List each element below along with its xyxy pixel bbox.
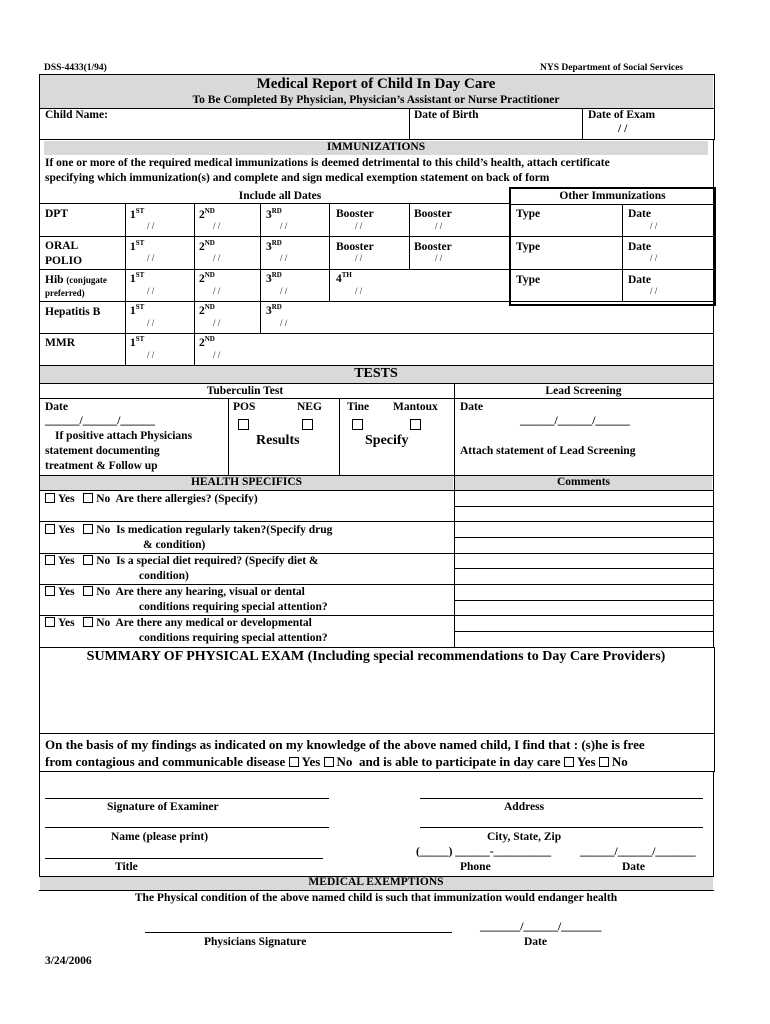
hearing-question-cont: conditions requiring special attention? bbox=[139, 601, 328, 613]
dpt-dose-1[interactable]: 1ST bbox=[130, 207, 145, 221]
imm-instructions-1: If one or more of the required medical immunizations is deemed detrimental to this child’s health, attach certificate bbox=[45, 157, 610, 169]
date-slashes: / / bbox=[147, 350, 155, 360]
agency-name: NYS Department of Social Services bbox=[540, 63, 684, 73]
date-slashes: / / bbox=[147, 286, 155, 296]
lead-date-field[interactable]: ______/______/______ bbox=[520, 415, 630, 427]
hib-other-date[interactable]: Date bbox=[628, 274, 651, 286]
dob-field[interactable]: Date of Birth bbox=[414, 109, 479, 121]
date-slashes: / / bbox=[650, 253, 658, 263]
date-slashes: / / bbox=[355, 221, 363, 231]
date-slashes: / / bbox=[280, 253, 288, 263]
date-slashes: / / bbox=[213, 318, 221, 328]
date-slashes: / / bbox=[280, 286, 288, 296]
polio-dose-3[interactable]: 3RD bbox=[266, 239, 282, 253]
oral-label: ORAL bbox=[45, 240, 79, 252]
date-slashes: / / bbox=[213, 221, 221, 231]
date-slashes: / / bbox=[147, 318, 155, 328]
hib-dose-4[interactable]: 4TH bbox=[336, 271, 352, 285]
dpt-booster-2[interactable]: Booster bbox=[414, 208, 452, 220]
specify-label: Specify bbox=[365, 433, 409, 448]
comments-heading: Comments bbox=[556, 476, 611, 488]
allergies-yes-checkbox[interactable] bbox=[45, 493, 55, 503]
date-of-exam-value: / / bbox=[618, 123, 628, 135]
form-code: DSS-4433(1/94) bbox=[44, 63, 107, 73]
lead-date-label: Date bbox=[460, 401, 483, 413]
title-label: Title bbox=[115, 861, 138, 873]
hepb-dose-1[interactable]: 1ST bbox=[130, 303, 145, 317]
exam-date-field[interactable]: ______/______/_______ bbox=[580, 846, 696, 858]
participate-no-checkbox[interactable] bbox=[599, 757, 609, 767]
results-label: Results bbox=[256, 433, 300, 448]
health-specifics-heading: HEALTH SPECIFICS bbox=[190, 476, 303, 488]
diet-yes-checkbox[interactable] bbox=[45, 555, 55, 565]
hepatitis-b-label: Hepatitis B bbox=[45, 306, 101, 318]
lead-screening-heading: Lead Screening bbox=[545, 385, 622, 397]
tuberculin-test-heading: Tuberculin Test bbox=[206, 385, 284, 397]
dpt-other-date[interactable]: Date bbox=[628, 208, 651, 220]
child-name-field[interactable]: Child Name: bbox=[45, 109, 108, 121]
mmr-dose-1[interactable]: 1ST bbox=[130, 335, 145, 349]
exemption-date-label: Date bbox=[524, 936, 547, 948]
developmental-no-checkbox[interactable] bbox=[83, 617, 93, 627]
date-slashes: / / bbox=[650, 286, 658, 296]
phone-label: Phone bbox=[460, 861, 491, 873]
hib-label: Hib (conjugate bbox=[45, 274, 107, 286]
hearing-no-checkbox[interactable] bbox=[83, 586, 93, 596]
developmental-question[interactable]: Yes No Are there any medical or developmental bbox=[45, 617, 312, 629]
if-positive-note-2: statement documenting bbox=[45, 445, 160, 457]
participate-yes-checkbox[interactable] bbox=[564, 757, 574, 767]
include-all-dates: Include all Dates bbox=[238, 190, 322, 202]
neg-label: NEG bbox=[297, 401, 322, 413]
exemption-statement: The Physical condition of the above named child is such that immunization would endanger health bbox=[134, 892, 618, 904]
hib-dose-3[interactable]: 3RD bbox=[266, 271, 282, 285]
developmental-question-cont: conditions requiring special attention? bbox=[139, 632, 328, 644]
tine-label: Tine bbox=[347, 401, 370, 413]
polio-other-date[interactable]: Date bbox=[628, 241, 651, 253]
date-slashes: / / bbox=[213, 253, 221, 263]
date-slashes: / / bbox=[147, 221, 155, 231]
immunizations-heading: IMMUNIZATIONS bbox=[326, 141, 426, 153]
address-line[interactable] bbox=[420, 798, 703, 799]
diet-question-cont: condition) bbox=[139, 570, 189, 582]
diet-no-checkbox[interactable] bbox=[83, 555, 93, 565]
date-label: Date bbox=[622, 861, 645, 873]
physician-signature-line[interactable] bbox=[145, 932, 452, 933]
summary-heading: SUMMARY OF PHYSICAL EXAM (Including special recommendations to Day Care Providers) bbox=[86, 649, 666, 664]
findings-statement-2: from contagious and communicable disease Yes No and is able to participate in day care Yes No bbox=[45, 754, 628, 769]
date-slashes: / / bbox=[355, 286, 363, 296]
date-slashes: / / bbox=[213, 286, 221, 296]
attach-lead-statement: Attach statement of Lead Screening bbox=[460, 445, 636, 457]
date-slashes: / / bbox=[147, 253, 155, 263]
hib-note: preferred) bbox=[45, 288, 85, 298]
address-label: Address bbox=[504, 801, 545, 813]
date-slashes: / / bbox=[280, 318, 288, 328]
pos-label: POS bbox=[233, 401, 256, 413]
polio-label: POLIO bbox=[45, 255, 83, 267]
developmental-yes-checkbox[interactable] bbox=[45, 617, 55, 627]
medical-exemptions-heading: MEDICAL EXEMPTIONS bbox=[308, 876, 444, 888]
date-of-exam-field[interactable]: Date of Exam bbox=[588, 109, 656, 121]
hepb-dose-2[interactable]: 2ND bbox=[199, 303, 215, 317]
revision-date: 3/24/2006 bbox=[45, 955, 92, 967]
polio-booster-2[interactable]: Booster bbox=[414, 241, 452, 253]
date-slashes: / / bbox=[650, 221, 658, 231]
medication-no-checkbox[interactable] bbox=[83, 524, 93, 534]
physicians-signature-label: Physicians Signature bbox=[204, 936, 307, 948]
polio-dose-2[interactable]: 2ND bbox=[199, 239, 215, 253]
tb-date-field[interactable]: ______/______/______ bbox=[45, 415, 155, 427]
tests-heading: TESTS bbox=[354, 366, 398, 381]
mantoux-label: Mantoux bbox=[393, 401, 438, 413]
form-subtitle: To Be Completed By Physician, Physician’s Assistant or Nurse Practitioner bbox=[192, 94, 560, 106]
hearing-question[interactable]: Yes No Are there any hearing, visual or dental bbox=[45, 586, 305, 598]
date-slashes: / / bbox=[435, 221, 443, 231]
dpt-dose-3[interactable]: 3RD bbox=[266, 207, 282, 221]
date-slashes: / / bbox=[280, 221, 288, 231]
date-slashes: / / bbox=[435, 253, 443, 263]
form-title: Medical Report of Child In Day Care bbox=[256, 76, 496, 92]
tb-date-label: Date bbox=[45, 401, 68, 413]
signature-of-examiner-label: Signature of Examiner bbox=[107, 801, 219, 813]
allergies-question[interactable]: Yes No Are there allergies? (Specify) bbox=[45, 493, 258, 505]
allergies-no-checkbox[interactable] bbox=[83, 493, 93, 503]
signature-line[interactable] bbox=[45, 798, 329, 799]
medication-yes-checkbox[interactable] bbox=[45, 524, 55, 534]
polio-dose-1[interactable]: 1ST bbox=[130, 239, 145, 253]
dpt-other-type[interactable]: Type bbox=[516, 208, 541, 220]
city-line[interactable] bbox=[420, 827, 703, 828]
pos-checkbox[interactable] bbox=[238, 417, 249, 435]
dpt-booster-1[interactable]: Booster bbox=[336, 208, 374, 220]
hib-other-type[interactable]: Type bbox=[516, 274, 541, 286]
polio-other-type[interactable]: Type bbox=[516, 241, 541, 253]
medication-question-cont: & condition) bbox=[143, 539, 206, 551]
dpt-label: DPT bbox=[45, 208, 68, 220]
free-no-checkbox[interactable] bbox=[324, 757, 334, 767]
hib-dose-1[interactable]: 1ST bbox=[130, 271, 145, 285]
date-slashes: / / bbox=[213, 350, 221, 360]
mmr-label: MMR bbox=[45, 337, 76, 349]
title-line[interactable] bbox=[45, 858, 323, 859]
free-yes-checkbox[interactable] bbox=[289, 757, 299, 767]
city-state-zip-label: City, State, Zip bbox=[487, 831, 562, 843]
mmr-dose-2[interactable]: 2ND bbox=[199, 335, 215, 349]
mantoux-checkbox[interactable] bbox=[410, 417, 421, 435]
neg-checkbox[interactable] bbox=[302, 417, 313, 435]
dpt-dose-2[interactable]: 2ND bbox=[199, 207, 215, 221]
hearing-yes-checkbox[interactable] bbox=[45, 586, 55, 596]
name-print-label: Name (please print) bbox=[111, 831, 209, 843]
polio-booster-1[interactable]: Booster bbox=[336, 241, 374, 253]
tine-checkbox[interactable] bbox=[352, 417, 363, 435]
diet-question[interactable]: Yes No Is a special diet required? (Specify diet & bbox=[45, 555, 318, 567]
date-slashes: / / bbox=[355, 253, 363, 263]
other-immunizations-heading: Other Immunizations bbox=[559, 190, 666, 202]
phone-field[interactable]: (_____) ______-__________ bbox=[416, 846, 552, 858]
findings-statement-1: On the basis of my findings as indicated on my knowledge of the above named child, I find that : (s)he is free bbox=[45, 737, 645, 752]
name-line[interactable] bbox=[45, 827, 329, 828]
imm-instructions-2: specifying which immunization(s) and complete and sign medical exemption statement on back of form bbox=[45, 172, 550, 184]
exemption-date-field[interactable]: _______/______/_______ bbox=[480, 921, 602, 933]
if-positive-note-3: treatment & Follow up bbox=[45, 460, 158, 472]
hepb-dose-3[interactable]: 3RD bbox=[266, 303, 282, 317]
medication-question[interactable]: Yes No Is medication regularly taken?(Specify drug bbox=[45, 524, 332, 536]
if-positive-note-1: If positive attach Physicians bbox=[55, 430, 193, 442]
hib-dose-2[interactable]: 2ND bbox=[199, 271, 215, 285]
